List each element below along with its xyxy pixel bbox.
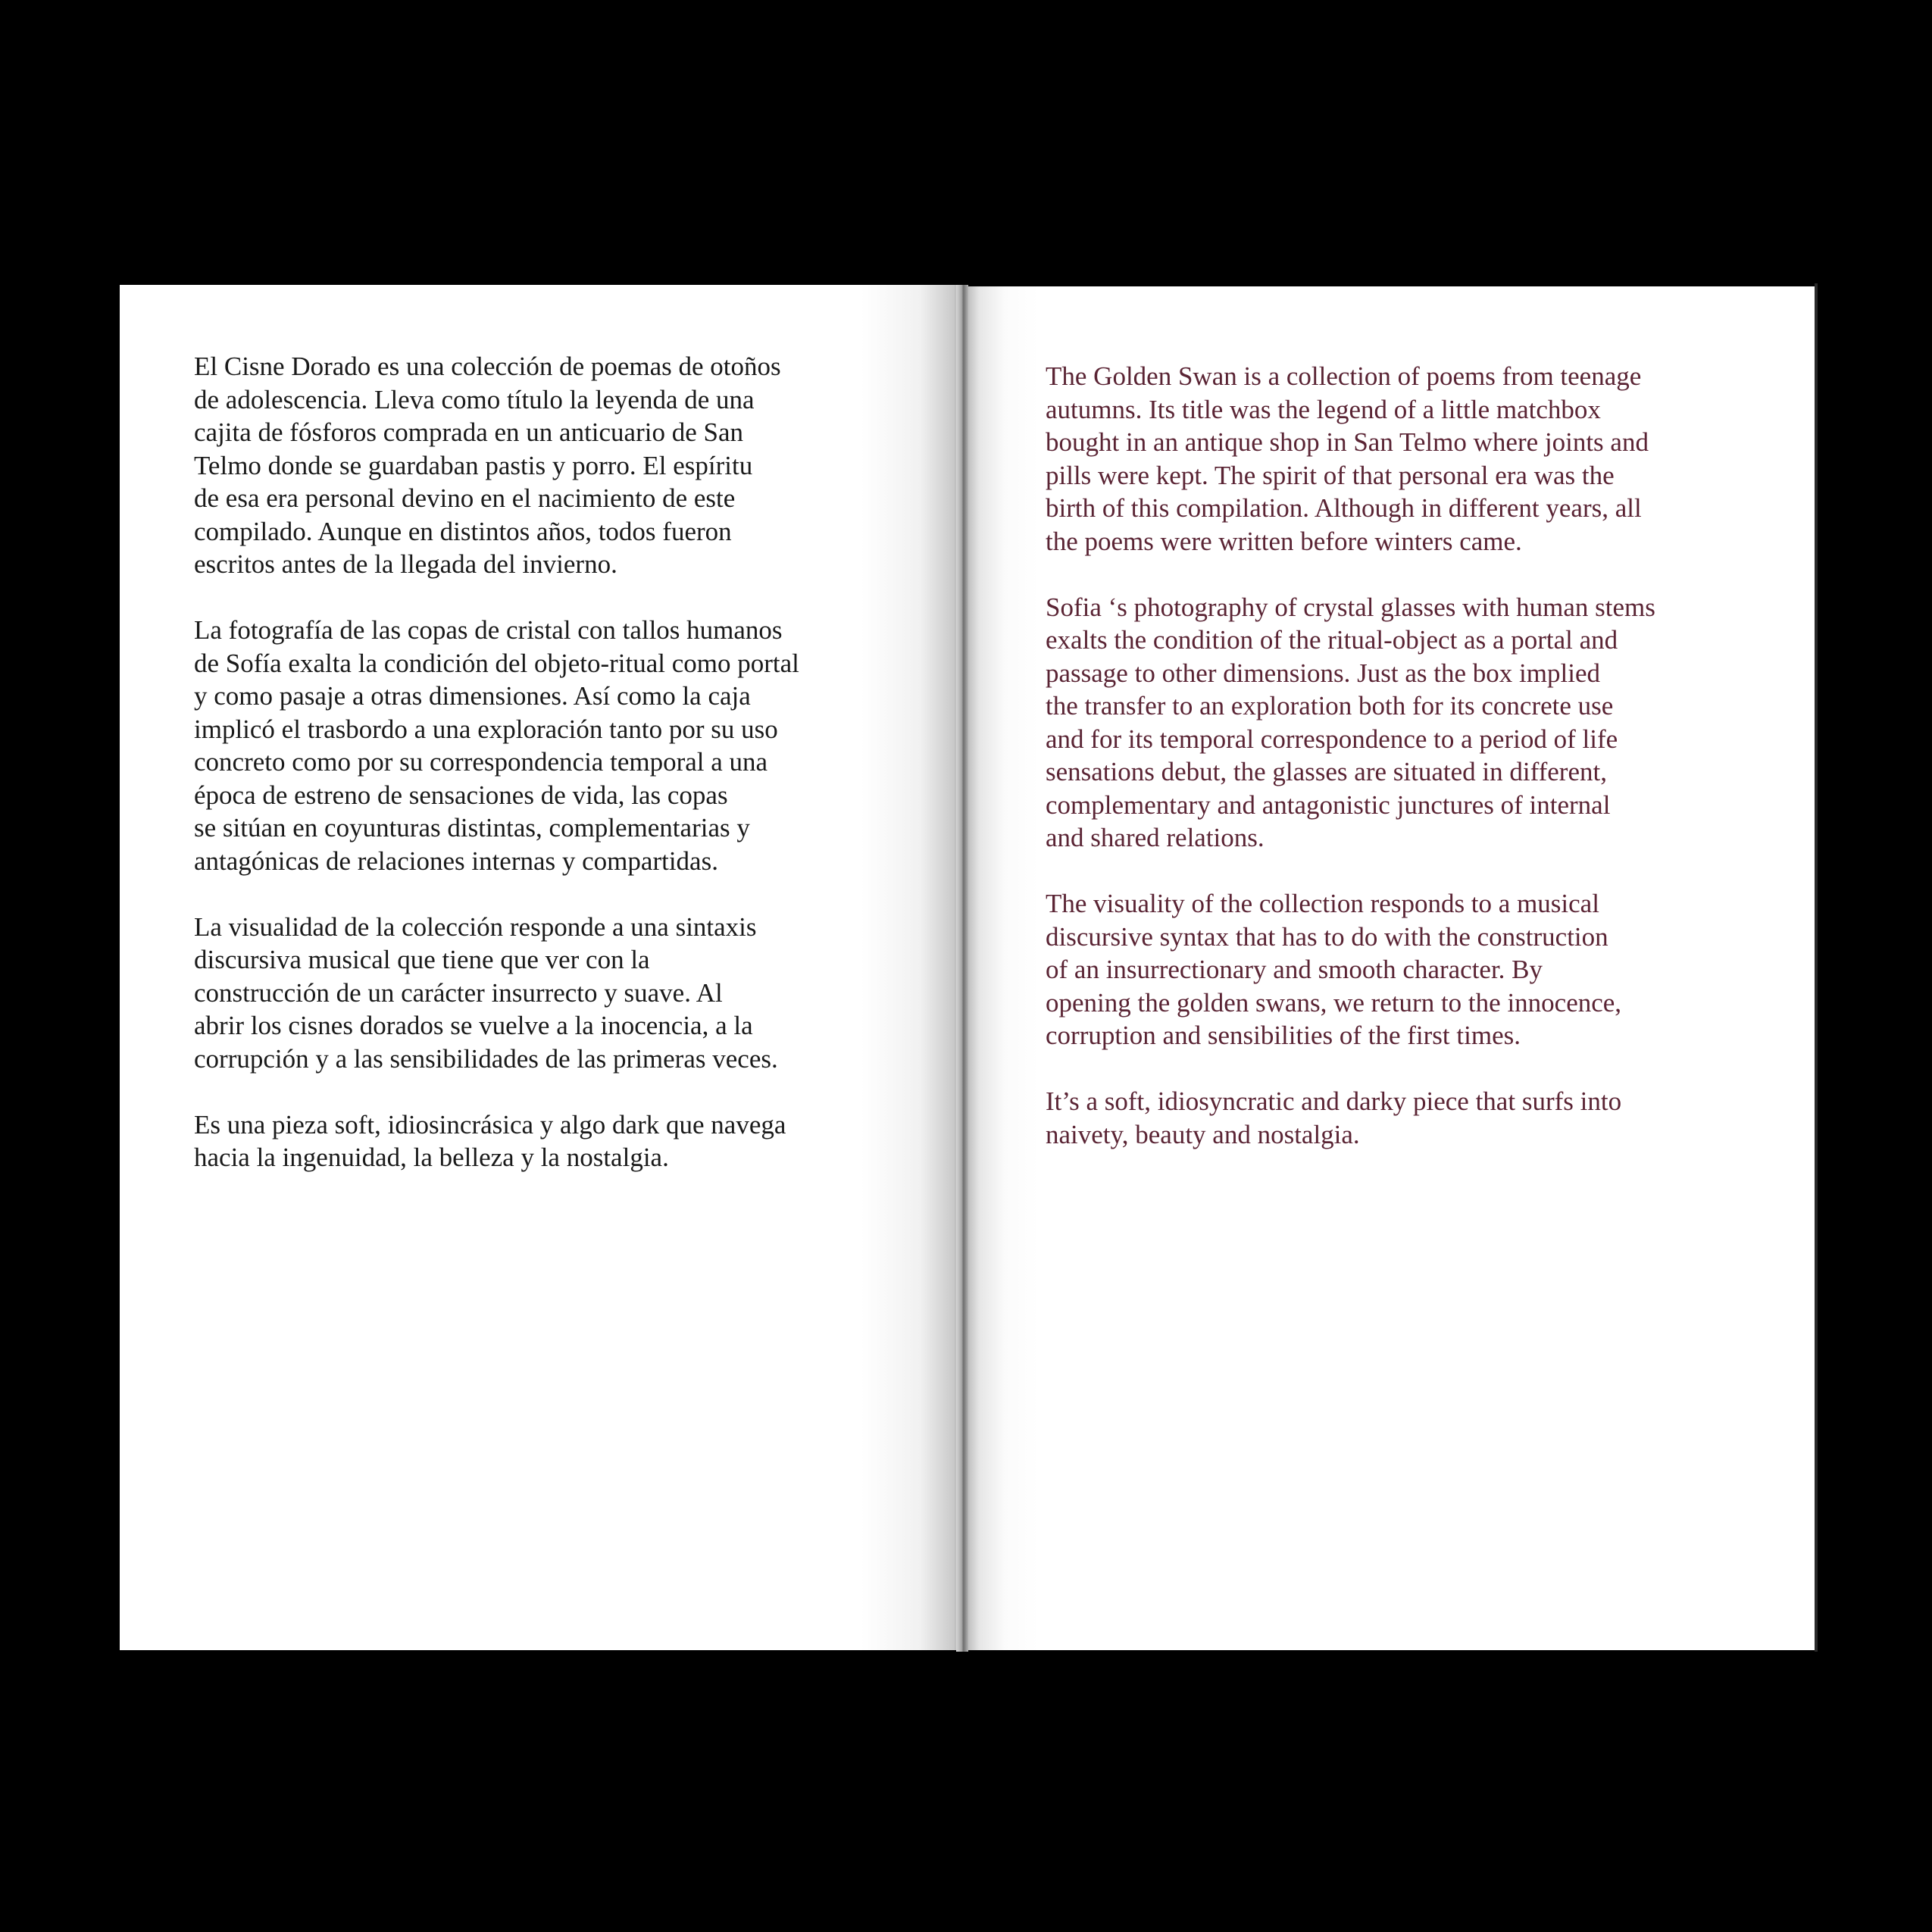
paragraph <box>194 911 906 1076</box>
english-text <box>1046 360 1762 1151</box>
text-line: y como pasaje a otras dimensiones. Así como la caja <box>194 681 751 711</box>
text-line: cajita de fósforos comprada en un anticuario de San <box>194 417 744 447</box>
text-line: Telmo donde se guardaban pastis y porro. El espíritu <box>194 450 753 480</box>
text-line: antagónicas de relaciones internas y compartidas. <box>194 846 718 876</box>
text-line: corruption and sensibilities of the first times. <box>1046 1021 1521 1050</box>
spanish-text <box>194 350 906 1174</box>
text-line: época de estreno de sensaciones de vida, las copas <box>194 780 728 810</box>
text-line: compilado. Aunque en distintos años, todos fueron <box>194 516 732 546</box>
text-line: pills were kept. The spirit of that personal era was the <box>1046 460 1615 490</box>
paragraph <box>1046 360 1762 558</box>
text-line: implicó el trasbordo a una exploración tanto por su uso <box>194 714 778 744</box>
text-line: abrir los cisnes dorados se vuelve a la inocencia, a la <box>194 1011 753 1040</box>
text-line: Es una pieza soft, idiosincrásica y algo dark que navega <box>194 1109 786 1140</box>
paragraph <box>1046 887 1762 1052</box>
right-page-edge <box>1815 283 1818 1652</box>
paragraph <box>194 350 906 581</box>
text-line: naivety, beauty and nostalgia. <box>1046 1119 1360 1149</box>
text-line: autumns. Its title was the legend of a little matchbox <box>1046 394 1601 424</box>
text-line: La visualidad de la colección responde a una sintaxis <box>194 911 757 942</box>
text-line: passage to other dimensions. Just as the box implied <box>1046 658 1600 688</box>
text-line: sensations debut, the glasses are situated in different, <box>1046 757 1607 786</box>
text-line: corrupción y a las sensibilidades de las primeras veces. <box>194 1043 778 1074</box>
text-line: It’s a soft, idiosyncratic and darky piece that surfs into <box>1046 1086 1622 1116</box>
paragraph <box>1046 591 1762 855</box>
text-line: discursiva musical que tiene que ver con la <box>194 945 650 974</box>
text-line: complementary and antagonistic junctures of internal <box>1046 789 1611 820</box>
paragraph <box>1046 1085 1762 1151</box>
text-line: opening the golden swans, we return to the innocence, <box>1046 987 1622 1018</box>
text-line: The visuality of the collection responds to a musical <box>1046 889 1599 918</box>
text-line: Sofia ‘s photography of crystal glasses with human stems <box>1046 592 1655 622</box>
paragraph <box>194 1108 906 1174</box>
text-line: construcción de un carácter insurrecto y suave. Al <box>194 977 723 1008</box>
text-line: escritos antes de la llegada del invierno. <box>194 549 617 579</box>
text-line: discursive syntax that has to do with the construction <box>1046 921 1608 952</box>
text-line: The Golden Swan is a collection of poems from teenage <box>1046 361 1642 391</box>
text-line: de esa era personal devino en el nacimiento de este <box>194 483 736 513</box>
text-line: hacia la ingenuidad, la belleza y la nostalgia. <box>194 1143 669 1172</box>
text-line: de adolescencia. Lleva como título la leyenda de una <box>194 384 755 414</box>
text-line: concreto como por su correspondencia temporal a una <box>194 747 768 777</box>
text-line: the poems were written before winters came. <box>1046 526 1522 556</box>
text-line: and for its temporal correspondence to a period of life <box>1046 724 1618 754</box>
text-line: the transfer to an exploration both for its concrete use <box>1046 691 1614 721</box>
paragraph <box>194 614 906 877</box>
text-line: and shared relations. <box>1046 823 1265 852</box>
text-line: de Sofía exalta la condición del objeto-ritual como portal <box>194 648 799 678</box>
text-line: of an insurrectionary and smooth character. By <box>1046 955 1543 984</box>
book-gutter <box>956 285 968 1652</box>
text-line: se sitúan en coyunturas distintas, complementarias y <box>194 813 750 843</box>
text-line: bought in an antique shop in San Telmo where joints and <box>1046 427 1649 457</box>
text-line: exalts the condition of the ritual-object as a portal and <box>1046 625 1618 655</box>
text-line: La fotografía de las copas de cristal con tallos humanos <box>194 615 783 645</box>
text-line: birth of this compilation. Although in different years, all <box>1046 493 1642 523</box>
text-line: El Cisne Dorado es una colección de poemas de otoños <box>194 352 781 381</box>
